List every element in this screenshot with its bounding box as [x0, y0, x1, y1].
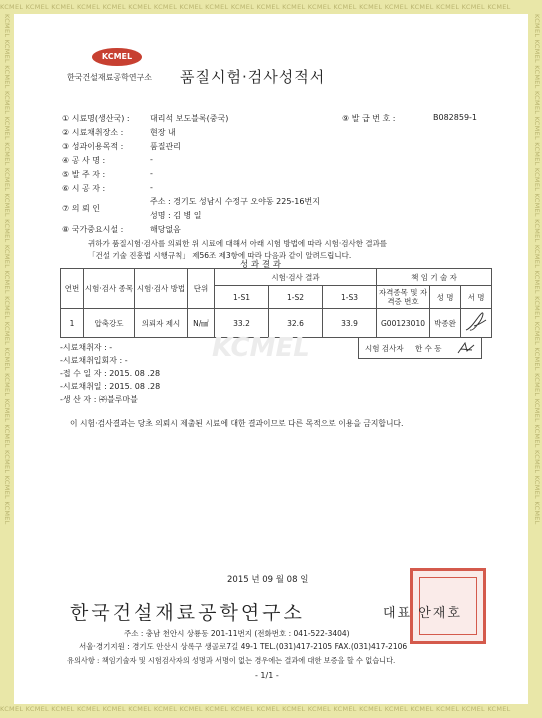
signature-cell	[461, 309, 492, 338]
table-cell: 1	[61, 309, 84, 338]
table-cell: N/㎟	[188, 309, 215, 338]
border-watermark-right: KCMEL KCMEL KCMEL KCMEL KCMEL KCMEL KCMEL KCMEL KCMEL KCMEL KCMEL KCMEL KCMEL KCMEL KCMEL KCMEL KCMEL KCMEL KCMEL KCMEL	[533, 14, 541, 525]
table-header: 서 명	[461, 286, 492, 309]
field-label: ⑥ 시 공 자 :	[62, 184, 106, 193]
table-header: 시험·검사 결과	[215, 269, 377, 286]
border-watermark-bottom: KCMEL KCMEL KCMEL KCMEL KCMEL KCMEL KCMEL KCMEL KCMEL KCMEL KCMEL KCMEL KCMEL KCMEL KCMEL KCMEL KCMEL KCMEL KCMEL KCMEL	[0, 705, 511, 713]
table-cell: 의뢰자 제시	[135, 309, 188, 338]
org-name-small: 한국건설재료공학연구소	[67, 73, 153, 82]
table-header: 책 임 기 술 자	[377, 269, 492, 286]
representative: 대표 안재호	[383, 606, 462, 621]
table-cell: G00123010	[377, 309, 430, 338]
footer-org-name: 한국건설재료공학연구소	[70, 602, 305, 624]
field-value: 해당없음	[150, 225, 181, 234]
inspector-label: 시험 검사자	[365, 344, 404, 353]
field-label: ④ 공 사 명 :	[62, 156, 106, 165]
border-watermark-left: KCMEL KCMEL KCMEL KCMEL KCMEL KCMEL KCMEL KCMEL KCMEL KCMEL KCMEL KCMEL KCMEL KCMEL KCMEL KCMEL KCMEL KCMEL KCMEL KCMEL	[3, 14, 11, 525]
sample-info: -접 수 일 자 : 2015. 08 .28	[60, 369, 161, 378]
results-table	[60, 268, 492, 338]
table-header: 성 명	[430, 286, 461, 309]
issue-date: 2015 년 09 월 08 일	[227, 575, 309, 585]
table-header: 1-S1	[215, 286, 269, 309]
document-title: 품질시험·검사성적서	[180, 68, 326, 86]
requester-name: 성명 : 김 병 일	[150, 211, 202, 220]
notice-text: 이 시험·검사결과는 당초 의뢰시 제출된 시료에 대한 결과이므로 다른 목적으로 이용을 금지합니다.	[70, 419, 404, 428]
sample-info: -생 산 자 : ㈜블루마블	[60, 395, 138, 404]
requester-address: 주소 : 경기도 성남시 수정구 오야동 225-16번지	[150, 197, 320, 206]
inspector-signature-icon	[455, 339, 477, 357]
logo-watermark: KCMEL	[212, 333, 310, 363]
inspector-box	[358, 337, 482, 359]
field-value: -	[150, 155, 153, 164]
field-value: 품질관리	[150, 142, 181, 151]
footer-branch: 서울·경기지원 : 경기도 안산시 상록구 생골로7길 49-1 TEL.(031)417-2105 FAX.(031)417-2106	[79, 642, 408, 651]
requester-label: ⑦ 의 뢰 인	[62, 204, 100, 213]
table-cell: 33.9	[323, 309, 377, 338]
intro-line: 귀하가 품질시험·검사를 의뢰한 위 시료에 대해서 아래 시험 방법에 따라 시험·검사한 결과를	[88, 239, 388, 248]
table-header: 1-S2	[269, 286, 323, 309]
signature-icon	[462, 310, 490, 334]
table-cell: 박종완	[430, 309, 461, 338]
table-header: 1-S3	[323, 286, 377, 309]
footer-address: 주소 : 충남 천안시 상룡동 201-11번지 (전화번호 : 041-522-3404)	[124, 629, 350, 638]
intro-line: 「건설 기술 진흥법 시행규칙」 제56조 제3항에 따라 다음과 같이 알려드립니다.	[88, 251, 352, 260]
table-header: 단위	[188, 269, 215, 309]
field-label: ② 시료채취장소 :	[62, 128, 124, 137]
border-watermark-top: KCMEL KCMEL KCMEL KCMEL KCMEL KCMEL KCMEL KCMEL KCMEL KCMEL KCMEL KCMEL KCMEL KCMEL KCMEL KCMEL KCMEL KCMEL KCMEL KCMEL	[0, 3, 511, 11]
table-cell: 압축강도	[84, 309, 135, 338]
field-label: ⑤ 발 주 자 :	[62, 170, 106, 179]
issue-number-value: B082859-1	[433, 113, 478, 122]
issue-number-label: ⑨ 발 급 번 호 :	[342, 114, 396, 123]
inspector-name: 한 수 동	[415, 344, 442, 353]
field-value: 대리석 보도블록(중국)	[150, 114, 229, 123]
table-header: 연번	[61, 269, 84, 309]
sample-info: -시료채취입회자 : -	[60, 356, 128, 365]
sample-info: -시료채취자 : -	[60, 343, 113, 352]
field-value: -	[150, 169, 153, 178]
footer-caution: 유의사항 : 책임기술자 및 시험검사자의 성명과 서명이 없는 경우에는 결과에 대한 보증을 할 수 없습니다.	[67, 656, 396, 665]
field-label: ③ 성과이용목적 :	[62, 142, 124, 151]
field-value: 현장 내	[150, 128, 176, 137]
table-header: 시험·검사 방법	[135, 269, 188, 309]
page-number: - 1/1 -	[255, 671, 279, 680]
field-value: -	[150, 183, 153, 192]
table-header: 시험·검사 종목	[84, 269, 135, 309]
field-label: ⑧ 국가중요시설 :	[62, 225, 124, 234]
field-label: ① 시료명(생산국) :	[62, 114, 130, 123]
table-header: 자격종목 및 자격증 번호	[377, 286, 430, 309]
sample-info: -시료채취일 : 2015. 08 .28	[60, 382, 161, 391]
table-cell: 32.6	[269, 309, 323, 338]
company-logo: KCMEL	[92, 48, 142, 66]
table-cell: 33.2	[215, 309, 269, 338]
results-title: 성 과 결 과	[240, 260, 281, 270]
